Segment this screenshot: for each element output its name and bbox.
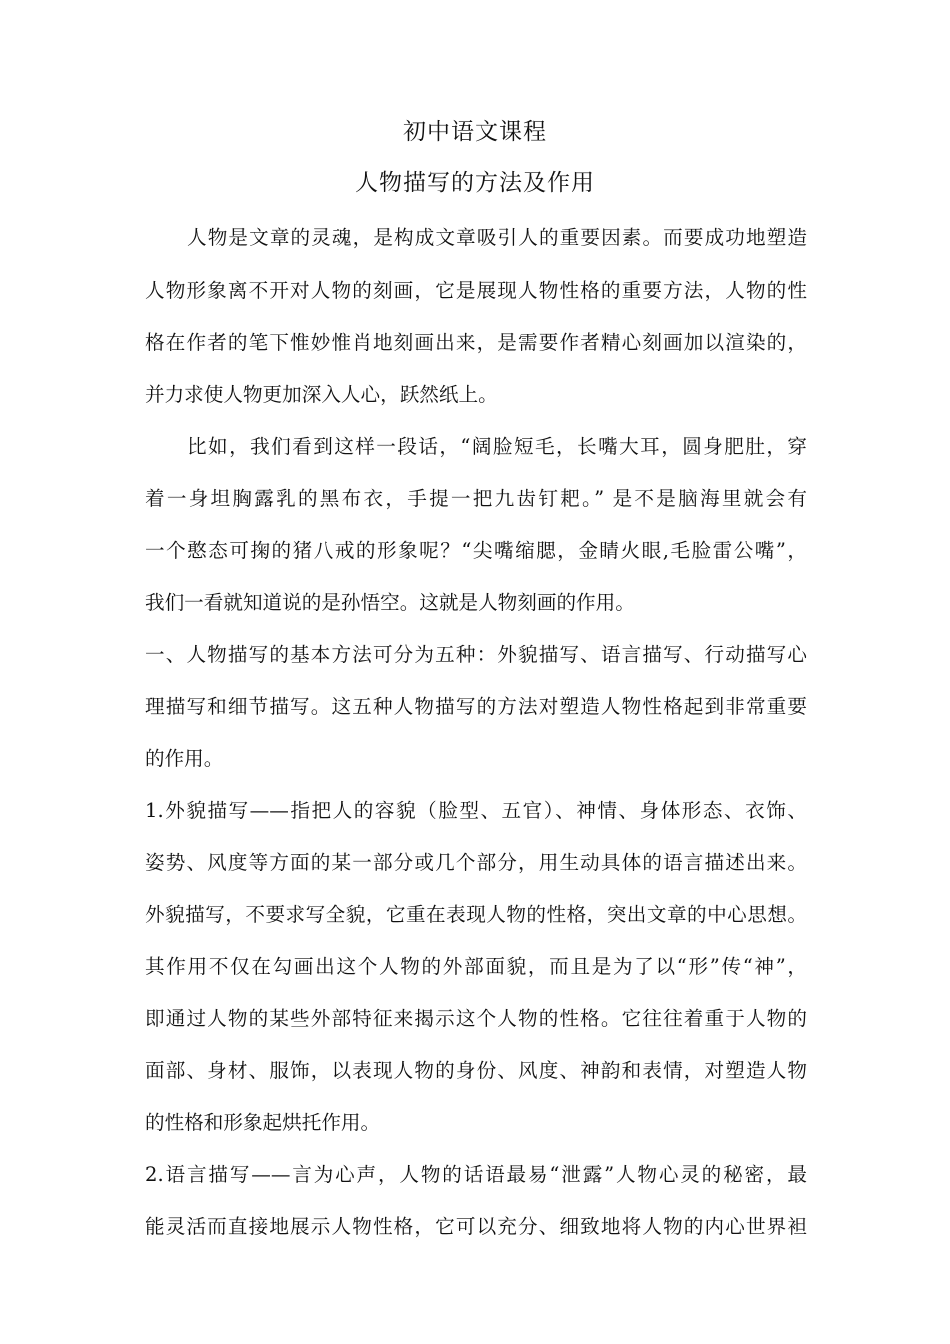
paragraph-line: 人物是文章的灵魂，是构成文章吸引人的重要因素。而要成功地塑造 xyxy=(187,226,807,249)
paragraph-line: 一、人物描写的基本方法可分为五种：外貌描写、语言描写、行动描写心 xyxy=(145,643,807,666)
paragraph-line: 1.外貌描写——指把人的容貌（脸型、五官）、神情、身体形态、衣饰、 xyxy=(145,799,807,822)
paragraph-line: 我们一看就知道说的是孙悟空。这就是人物刻画的作用。 xyxy=(145,591,635,614)
paragraph-line: 能灵活而直接地展示人物性格，它可以充分、细致地将人物的内心世界袒 xyxy=(145,1215,807,1238)
document-subtitle: 人物描写的方法及作用 xyxy=(355,170,595,196)
paragraph-line: 格在作者的笔下惟妙惟肖地刻画出来，是需要作者精心刻画加以渲染的， xyxy=(145,331,807,354)
paragraph-line: 姿势、风度等方面的某一部分或几个部分，用生动具体的语言描述出来。 xyxy=(145,851,807,874)
paragraph-line: 的性格和形象起烘托作用。 xyxy=(145,1111,381,1134)
paragraph-line: 即通过人物的某些外部特征来揭示这个人物的性格。它往往着重于人物的 xyxy=(145,1007,807,1030)
paragraph-line: 人物形象离不开对人物的刻画，它是展现人物性格的重要方法，人物的性 xyxy=(145,279,807,302)
paragraph-line: 一个憨态可掬的猪八戒的形象呢？“尖嘴缩腮，金睛火眼,毛脸雷公嘴”， xyxy=(145,539,807,562)
paragraph-line: 面部、身材、服饰，以表现人物的身份、风度、神韵和表情，对塑造人物 xyxy=(145,1059,807,1082)
paragraph-line: 理描写和细节描写。这五种人物描写的方法对塑造人物性格起到非常重要 xyxy=(145,695,807,718)
paragraph-line: 着一身坦胸露乳的黑布衣，手提一把九齿钉耙。” 是不是脑海里就会有 xyxy=(145,487,807,510)
paragraph-line: 其作用不仅在勾画出这个人物的外部面貌，而且是为了以“形”传“神”， xyxy=(145,955,807,978)
paragraph-line: 2.语言描写——言为心声，人物的话语最易“泄露”人物心灵的秘密，最 xyxy=(145,1163,807,1186)
document-title: 初中语文课程 xyxy=(403,119,547,145)
paragraph-line: 比如，我们看到这样一段话，“阔脸短毛，长嘴大耳，圆身肥肚，穿 xyxy=(187,435,807,458)
paragraph-line: 并力求使人物更加深入人心，跃然纸上。 xyxy=(145,383,498,406)
paragraph-line: 的作用。 xyxy=(145,747,224,770)
paragraph-line: 外貌描写，不要求写全貌，它重在表现人物的性格，突出文章的中心思想。 xyxy=(145,903,807,926)
